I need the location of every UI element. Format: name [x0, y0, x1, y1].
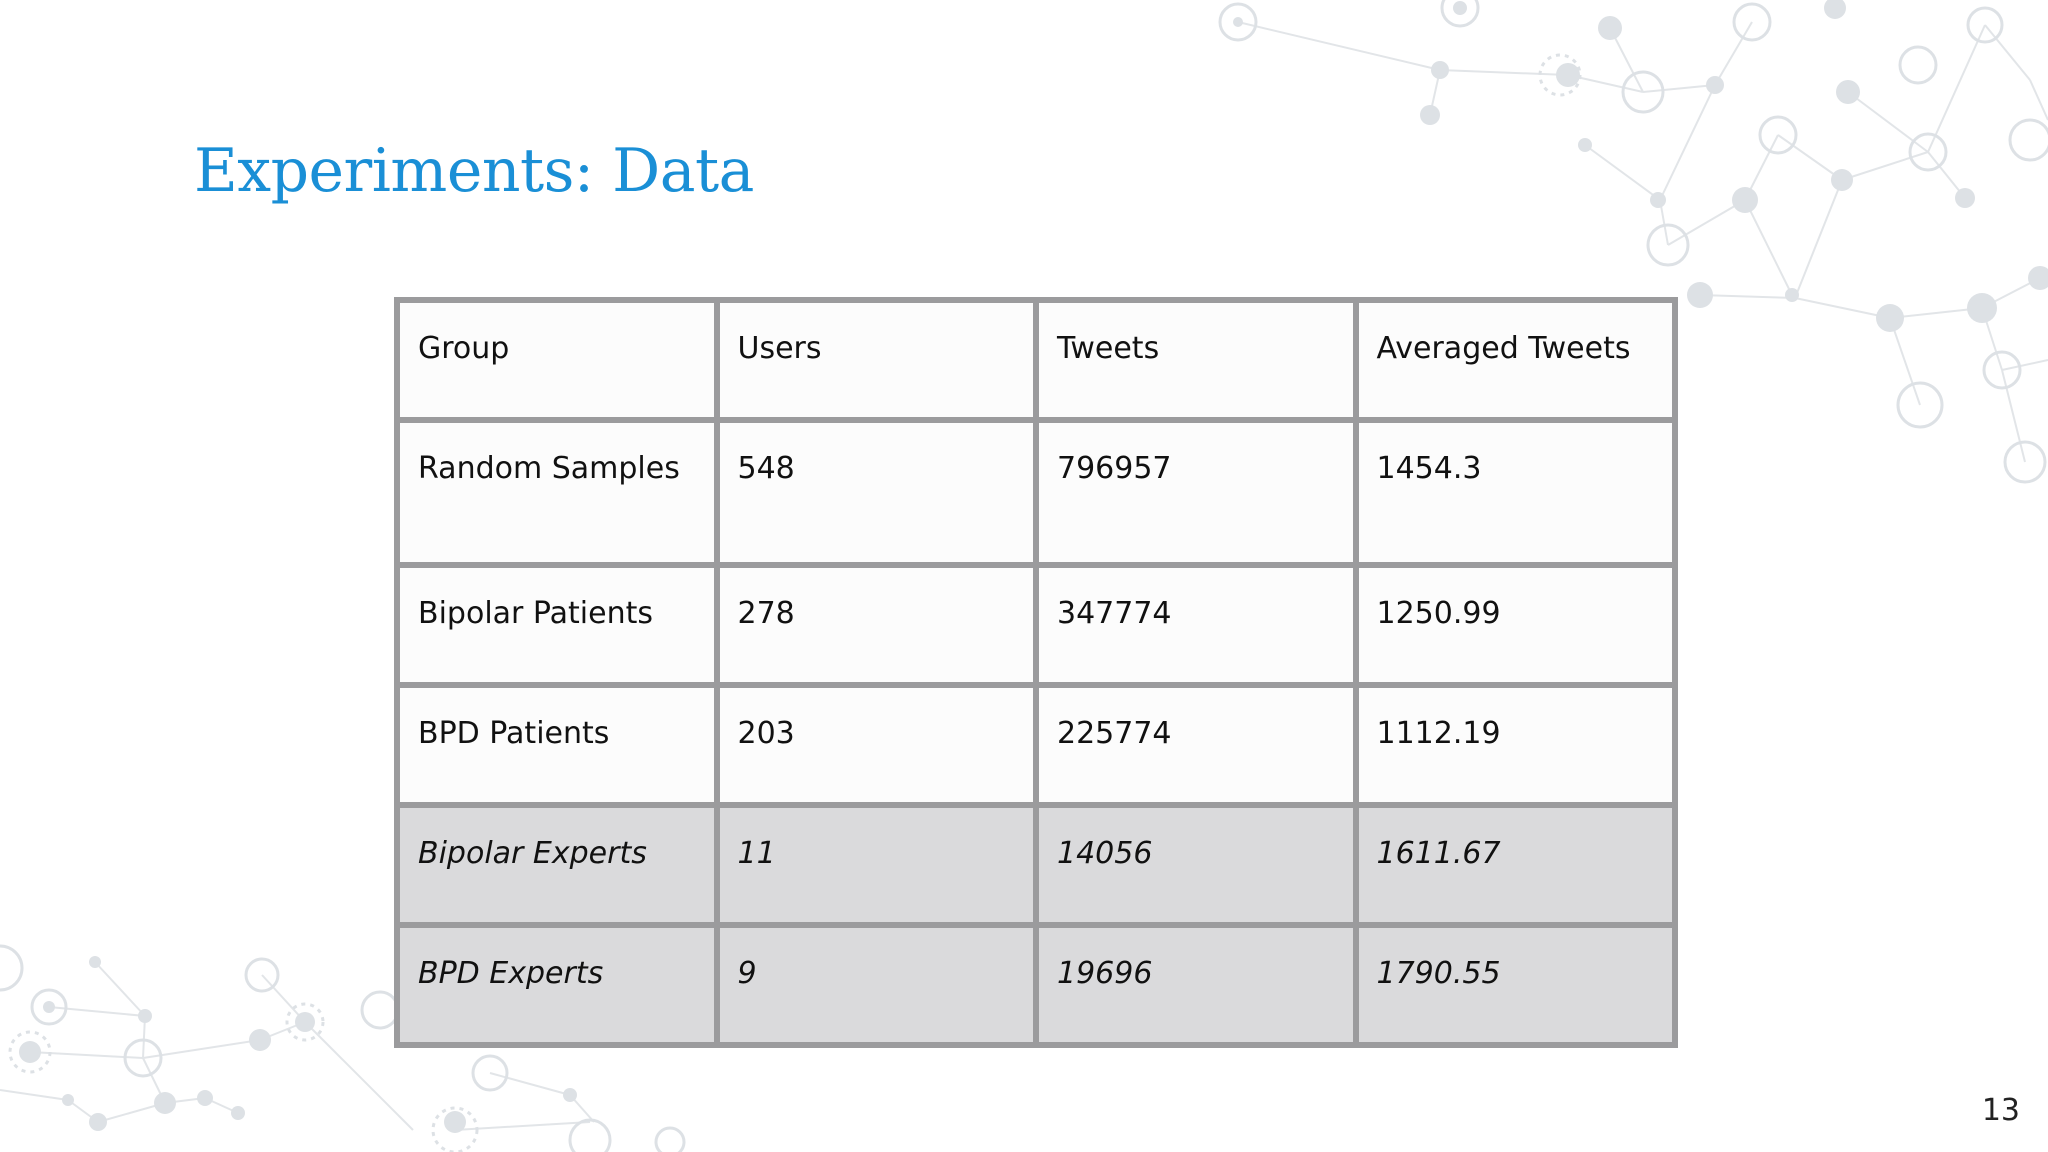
- cell-group: Bipolar Patients: [397, 565, 717, 685]
- cell-group: Random Samples: [397, 420, 717, 565]
- cell-tweets: 19696: [1036, 925, 1356, 1045]
- cell-users: 9: [717, 925, 1037, 1045]
- column-header-tweets: Tweets: [1036, 300, 1356, 420]
- column-header-averaged-tweets: Averaged Tweets: [1356, 300, 1676, 420]
- slide-title: Experiments: Data: [194, 136, 754, 206]
- cell-users: 11: [717, 805, 1037, 925]
- data-table-container: [394, 297, 1678, 1042]
- cell-averaged-tweets: 1790.55: [1356, 925, 1676, 1045]
- table-row: [397, 565, 1675, 685]
- experiments-data-table: [394, 297, 1678, 1048]
- table-header-row: [397, 300, 1675, 420]
- table-row: [397, 685, 1675, 805]
- cell-users: 203: [717, 685, 1037, 805]
- cell-group: Bipolar Experts: [397, 805, 717, 925]
- cell-group: BPD Patients: [397, 685, 717, 805]
- table-row: [397, 420, 1675, 565]
- cell-tweets: 796957: [1036, 420, 1356, 565]
- cell-tweets: 225774: [1036, 685, 1356, 805]
- cell-group: BPD Experts: [397, 925, 717, 1045]
- table-row-highlighted: [397, 805, 1675, 925]
- column-header-users: Users: [717, 300, 1037, 420]
- cell-averaged-tweets: 1611.67: [1356, 805, 1676, 925]
- cell-users: 548: [717, 420, 1037, 565]
- page-number: 13: [1981, 1093, 2020, 1128]
- table-row-highlighted: [397, 925, 1675, 1045]
- cell-averaged-tweets: 1112.19: [1356, 685, 1676, 805]
- cell-tweets: 14056: [1036, 805, 1356, 925]
- column-header-group: Group: [397, 300, 717, 420]
- cell-users: 278: [717, 565, 1037, 685]
- cell-tweets: 347774: [1036, 565, 1356, 685]
- cell-averaged-tweets: 1250.99: [1356, 565, 1676, 685]
- cell-averaged-tweets: 1454.3: [1356, 420, 1676, 565]
